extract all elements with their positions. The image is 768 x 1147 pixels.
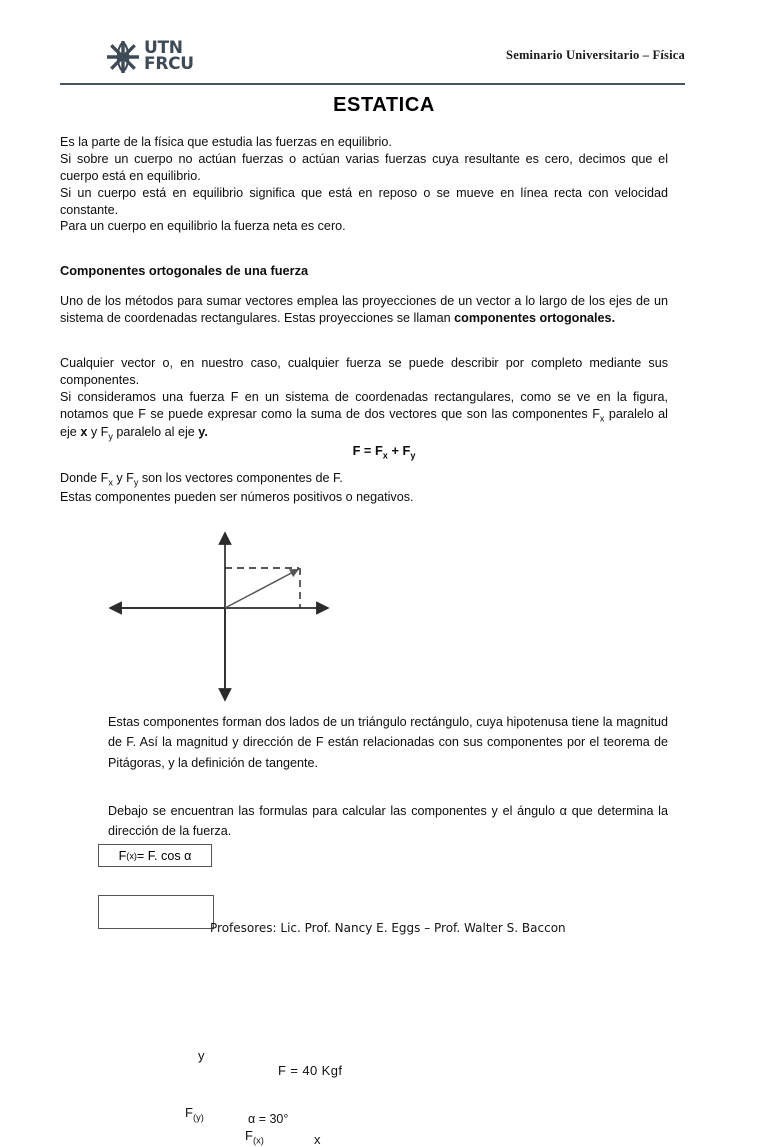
formula-fx-subscript: (x): [126, 850, 137, 861]
formulas-intro-paragraph: Debajo se encuentran las formulas para calcular las componentes y el ángulo α que determina la dirección de la fuerza.: [108, 804, 668, 839]
donde-sub-x: x: [108, 477, 113, 488]
donde-line-2: Estas componentes pueden ser números positivos o negativos.: [60, 489, 414, 504]
ortog-bold-term: componentes ortogonales.: [454, 310, 616, 325]
header-divider: [60, 83, 685, 85]
component-x-symbol: F: [245, 1128, 253, 1143]
equation-f: F = F: [352, 443, 383, 458]
page-header: [60, 38, 685, 86]
logo-line-frcu: FRCU: [144, 54, 194, 74]
formula-fx-expression: = F. cos α: [136, 848, 192, 863]
cual-seg-b: paralelo al eje: [60, 406, 668, 440]
y-axis-label: y: [198, 1048, 205, 1063]
diagram-svg: [100, 520, 420, 710]
cual-sub-y: y: [108, 431, 113, 442]
donde-seg-b: y F: [112, 471, 134, 485]
cual-seg-a: Si consideramos una fuerza F en un sistema de coordenadas rectangulares, como se ve en la figura, notamos que F se puede expresar como la suma de dos vectores que son las componentes F: [60, 389, 668, 421]
cual-sub-x: x: [599, 413, 605, 424]
equation-sub-x: x: [382, 450, 388, 461]
ortog-text: Uno de los métodos para sumar vectores emplea las proyecciones de un vector a lo largo de los ejes de un sistema de coordenadas rectangulares. Estas proyecciones se llaman: [60, 294, 668, 325]
section-heading: Componentes ortogonales de una fuerza: [60, 263, 309, 278]
formula-box-fx: [98, 844, 212, 867]
component-y-label: [185, 1105, 204, 1123]
donde-seg-a: Donde F: [60, 471, 109, 485]
donde-line-1: [60, 470, 668, 489]
formula-fx-symbol: F: [118, 848, 127, 863]
orthogonal-components-paragraph: [60, 293, 668, 327]
course-title: Seminario Universitario – Física: [506, 48, 685, 62]
donde-seg-c: son los vectores componentes de F.: [138, 471, 343, 485]
intro-paragraph: [60, 134, 668, 235]
donde-sub-y: y: [133, 477, 139, 488]
intro-line-4: Para un cuerpo en equilibrio la fuerza neta es cero.: [60, 219, 346, 234]
utn-frcu-logo: [106, 40, 194, 74]
main-equation: [0, 442, 768, 462]
cual-seg-d: paralelo al eje: [112, 425, 199, 440]
cual-seg-c: y F: [87, 425, 109, 440]
utn-logo-text: [144, 38, 194, 74]
intro-line-1: Es la parte de la física que estudia las fuerzas en equilibrio.: [60, 135, 392, 149]
any-vector-paragraph: [60, 355, 668, 443]
intro-line-2: Si sobre un cuerpo no actúan fuerzas o actúan varias fuerzas cuya resultante es cero, decimos que el cuerpo está en equilibrio.: [60, 151, 668, 183]
force-vector-label: F = 40 Kgf: [278, 1063, 343, 1078]
x-axis-label: x: [314, 1132, 321, 1147]
component-x-subscript: (x): [252, 1135, 264, 1146]
equation-plus: + F: [387, 443, 411, 458]
component-y-subscript: (y): [192, 1112, 204, 1123]
triangle-explanation-paragraph: Estas componentes forman dos lados de un triángulo rectángulo, cuya hipotenusa tiene la magnitud de F. Así la magnitud y dirección de F están relacionadas con sus componentes por el teorema de Pitágoras, y la definición de tangente.: [108, 715, 668, 770]
angle-label: α = 30°: [248, 1112, 289, 1126]
donde-paragraph: [60, 470, 668, 506]
logo-line-utn: UTN: [144, 38, 183, 59]
cual-bold-x: x: [80, 425, 88, 440]
page-title: ESTATICA: [333, 94, 435, 116]
cual-line-2: [60, 389, 668, 443]
force-vector-arrow: [225, 569, 299, 608]
intro-line-3: Si un cuerpo está en equilibrio significa que está en reposo o se mueve en línea recta con velocidad constante.: [60, 185, 668, 217]
equation-sub-y: y: [410, 450, 416, 461]
cual-line-1: Cualquier vector o, en nuestro caso, cualquier fuerza se puede describir por completo mediante sus componentes.: [60, 356, 668, 387]
utn-sun-burst-icon: [106, 40, 140, 74]
component-y-symbol: F: [185, 1105, 193, 1120]
component-x-label: [245, 1128, 264, 1146]
footer-professors: Profesores: Lic. Prof. Nancy E. Eggs – Prof. Walter S. Baccon: [210, 921, 566, 935]
cual-bold-y: y.: [198, 425, 208, 440]
empty-formula-box: [98, 895, 214, 929]
